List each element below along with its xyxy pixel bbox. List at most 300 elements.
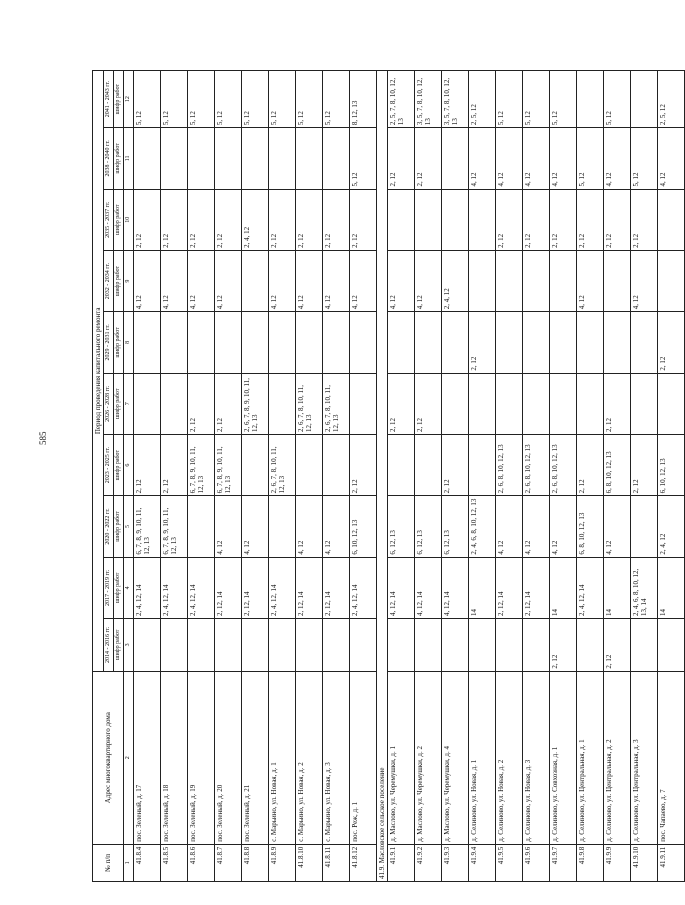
column-number: 11 (123, 128, 133, 189)
work-codes-cell (160, 373, 187, 434)
table-row (549, 71, 576, 882)
work-codes-cell: 4, 12 (268, 250, 295, 311)
row-number: 41.8.7 (214, 844, 241, 881)
work-codes-cell: 4, 12 (549, 128, 576, 189)
work-codes-cell: 4, 12 (414, 250, 441, 311)
work-codes-cell: 6, 7, 8, 9, 10, 11, 12, 13 (187, 434, 214, 495)
work-codes-cell: 5, 12 (160, 71, 187, 128)
work-codes-cell: 14 (603, 557, 630, 618)
work-codes-cell (549, 373, 576, 434)
work-codes-cell (603, 312, 630, 373)
work-codes-cell: 6, 10, 12, 13 (349, 496, 376, 557)
work-codes-cell (214, 128, 241, 189)
work-codes-cell: 3, 5, 7, 8, 10, 12, 13 (441, 71, 468, 128)
work-codes-cell (133, 128, 160, 189)
work-codes-cell (522, 373, 549, 434)
work-codes-cell: 2, 12 (295, 189, 322, 250)
work-codes-cell (576, 71, 603, 128)
work-codes-cell (414, 434, 441, 495)
work-codes-cell: 2, 4, 12 (241, 189, 268, 250)
work-codes-cell (468, 619, 495, 672)
column-number: 8 (123, 312, 133, 373)
work-codes-cell: 2, 12 (630, 189, 657, 250)
row-number: 41.9.10 (630, 844, 657, 881)
cipher-header: шифр работ (113, 71, 123, 128)
row-number: 41.9.11 (657, 844, 684, 881)
work-codes-cell (630, 373, 657, 434)
row-number: 41.9.9 (603, 844, 630, 881)
work-codes-cell (268, 619, 295, 672)
work-codes-cell: 4, 12 (322, 250, 349, 311)
table-row (295, 71, 322, 882)
row-address: с. Марьино, ул. Новая, д. 1 (268, 671, 295, 844)
work-codes-cell: 2, 6, 8, 10, 12, 13 (495, 434, 522, 495)
year-header: 2020 - 2022 гг. (104, 496, 114, 557)
table-row (576, 71, 603, 882)
work-codes-cell (603, 250, 630, 311)
work-codes-cell: 2, 12 (576, 434, 603, 495)
work-codes-cell: 2, 12 (441, 434, 468, 495)
work-codes-cell: 4, 12 (349, 250, 376, 311)
work-codes-cell: 5, 12 (241, 71, 268, 128)
row-number: 41.8.8 (241, 844, 268, 881)
work-codes-cell: 2, 12 (603, 189, 630, 250)
table-body (133, 71, 684, 882)
work-codes-cell: 2, 12 (349, 189, 376, 250)
work-codes-cell (414, 312, 441, 373)
work-codes-cell (576, 619, 603, 672)
work-codes-cell (657, 250, 684, 311)
work-codes-cell (630, 71, 657, 128)
work-codes-cell: 14 (549, 557, 576, 618)
row-address: д. Маслово, ул. Черемушки, д. 1 (387, 671, 414, 844)
cipher-header: шифр работ (113, 189, 123, 250)
work-codes-cell (187, 128, 214, 189)
row-address: пос. Зеленый, д. 19 (187, 671, 214, 844)
column-number: 7 (123, 373, 133, 434)
work-codes-cell: 4, 12 (295, 496, 322, 557)
work-codes-cell: 5, 12 (630, 128, 657, 189)
work-codes-cell (187, 496, 214, 557)
work-codes-cell: 4, 12 (295, 250, 322, 311)
work-codes-cell: 4, 12 (603, 496, 630, 557)
year-header: 2017 - 2019 гг. (104, 557, 114, 618)
work-codes-cell (657, 619, 684, 672)
work-codes-cell: 2, 5, 7, 8, 10, 12, 13 (387, 71, 414, 128)
work-codes-cell (268, 373, 295, 434)
work-codes-cell: 2, 6, 8, 10, 12, 13 (522, 434, 549, 495)
column-number: 10 (123, 189, 133, 250)
work-codes-cell: 2, 12 (576, 189, 603, 250)
work-codes-cell: 2, 4, 12, 14 (576, 557, 603, 618)
work-codes-cell (214, 619, 241, 672)
table-row (522, 71, 549, 882)
work-codes-cell: 2, 12 (214, 373, 241, 434)
work-codes-cell (241, 619, 268, 672)
year-header: 2041 - 2043 гг. (104, 71, 114, 128)
section-row (376, 71, 387, 882)
table-row (603, 71, 630, 882)
table-row (322, 71, 349, 882)
table-row (133, 71, 160, 882)
work-codes-cell (495, 312, 522, 373)
work-codes-cell (133, 373, 160, 434)
work-codes-cell (387, 312, 414, 373)
work-codes-cell: 4, 12 (387, 250, 414, 311)
work-codes-cell: 5, 12 (549, 71, 576, 128)
cipher-header: шифр работ (113, 496, 123, 557)
work-codes-cell: 4, 12, 14 (387, 557, 414, 618)
work-codes-cell: 2, 12 (630, 434, 657, 495)
work-codes-cell (630, 312, 657, 373)
row-address: д. Селиново, ул. Новая, д. 1 (468, 671, 495, 844)
row-number: 41.9.8 (576, 844, 603, 881)
work-codes-cell (322, 619, 349, 672)
work-codes-cell: 14 (468, 557, 495, 618)
work-codes-cell (241, 434, 268, 495)
work-codes-cell: 2, 12 (387, 128, 414, 189)
year-header: 2035 - 2037 гг. (104, 189, 114, 250)
work-codes-cell: 2, 12 (414, 373, 441, 434)
work-codes-cell: 5, 12 (214, 71, 241, 128)
column-number: 9 (123, 250, 133, 311)
work-codes-cell: 2, 12 (160, 434, 187, 495)
work-codes-cell: 2, 12 (522, 189, 549, 250)
work-codes-cell: 2, 4, 12, 14 (160, 557, 187, 618)
work-codes-cell (657, 373, 684, 434)
table-row (387, 71, 414, 882)
work-codes-cell: 2, 12 (187, 189, 214, 250)
work-codes-cell (495, 619, 522, 672)
row-address: пос. Зеленый, д. 18 (160, 671, 187, 844)
work-codes-cell: 5, 12 (576, 128, 603, 189)
work-codes-cell: 2, 12 (387, 373, 414, 434)
row-address: д. Селиново, ул. Новая, д. 3 (522, 671, 549, 844)
work-codes-cell: 2, 12 (349, 434, 376, 495)
work-codes-cell: 2, 4, 12, 14 (349, 557, 376, 618)
work-codes-cell: 6, 10, 12, 13 (657, 434, 684, 495)
column-number: 4 (123, 557, 133, 618)
year-header: 2029 - 2031 гг. (104, 312, 114, 373)
work-codes-cell: 2, 12 (160, 189, 187, 250)
row-address: д. Маслово, ул. Черемушки, д. 4 (441, 671, 468, 844)
work-codes-cell: 6, 7, 8, 9, 10, 11, 12, 13 (133, 496, 160, 557)
work-codes-cell: 2, 6, 7, 8, 10, 11, 12, 13 (295, 373, 322, 434)
row-address: с. Марьино, ул. Новая, д. 2 (295, 671, 322, 844)
work-codes-cell: 4, 12, 14 (414, 557, 441, 618)
work-codes-cell: 2, 4, 12 (657, 496, 684, 557)
work-codes-cell (322, 312, 349, 373)
work-codes-cell: 4, 12 (468, 128, 495, 189)
work-codes-cell: 2, 12 (603, 373, 630, 434)
work-codes-cell: 14 (657, 557, 684, 618)
work-codes-cell: 2, 4, 12 (441, 250, 468, 311)
work-codes-cell: 2, 12 (133, 434, 160, 495)
column-number: 2 (123, 671, 133, 844)
work-codes-cell: 2, 6, 7, 8, 10, 11, 12, 13 (268, 434, 295, 495)
work-codes-cell: 2, 12, 14 (295, 557, 322, 618)
work-codes-cell: 2, 4, 12, 14 (268, 557, 295, 618)
row-address: д. Селиново, ул. Центральная, д. 3 (630, 671, 657, 844)
page-number: 585 (38, 431, 48, 445)
row-number: 41.9.7 (549, 844, 576, 881)
work-codes-cell (576, 373, 603, 434)
work-codes-cell: 5, 12 (322, 71, 349, 128)
work-codes-cell (468, 250, 495, 311)
work-codes-cell (441, 128, 468, 189)
work-codes-cell: 2, 12 (468, 312, 495, 373)
work-codes-cell: 5, 12 (349, 128, 376, 189)
work-codes-cell: 2, 12, 14 (495, 557, 522, 618)
table-header (93, 71, 134, 882)
work-codes-cell: 5, 12 (295, 71, 322, 128)
row-number: 41.9.5 (495, 844, 522, 881)
col-header-address: Адрес многоквартирного дома (93, 671, 124, 844)
work-codes-cell: 4, 12 (241, 496, 268, 557)
work-codes-cell: 6, 7, 8, 9, 10, 11, 12, 13 (160, 496, 187, 557)
row-address: д. Маслово, ул. Черемушки, д. 2 (414, 671, 441, 844)
work-codes-cell (441, 189, 468, 250)
work-codes-cell: 2, 12 (549, 619, 576, 672)
row-number: 41.8.4 (133, 844, 160, 881)
work-codes-cell: 2, 12 (549, 189, 576, 250)
work-codes-cell: 8, 12, 13 (349, 71, 376, 128)
work-codes-cell (214, 312, 241, 373)
work-codes-cell (495, 250, 522, 311)
work-codes-cell (160, 619, 187, 672)
work-codes-cell: 4, 12 (133, 250, 160, 311)
table-row (268, 71, 295, 882)
work-codes-cell: 2, 12, 14 (322, 557, 349, 618)
cipher-header: шифр работ (113, 250, 123, 311)
column-numbers-row (123, 71, 133, 882)
row-number: 41.8.5 (160, 844, 187, 881)
column-number: 1 (123, 844, 133, 881)
work-codes-cell: 2, 4, 6, 8, 10, 12, 13 (468, 496, 495, 557)
work-codes-cell: 4, 12 (160, 250, 187, 311)
work-codes-cell: 4, 12 (214, 250, 241, 311)
work-codes-cell (133, 619, 160, 672)
work-codes-cell (295, 312, 322, 373)
row-address: пос. Зеленый, д. 17 (133, 671, 160, 844)
work-codes-cell (295, 128, 322, 189)
work-codes-cell: 2, 12 (268, 189, 295, 250)
work-codes-cell: 2, 12 (214, 189, 241, 250)
cipher-header: шифр работ (113, 619, 123, 672)
work-codes-cell: 4, 12 (495, 496, 522, 557)
work-codes-cell (322, 434, 349, 495)
cipher-header: шифр работ (113, 434, 123, 495)
work-codes-cell: 2, 12, 14 (241, 557, 268, 618)
work-codes-cell: 2, 6, 7, 8, 9, 10, 11, 12, 13 (241, 373, 268, 434)
work-codes-cell (468, 189, 495, 250)
cipher-header: шифр работ (113, 557, 123, 618)
table-row (349, 71, 376, 882)
row-number: 41.8.10 (295, 844, 322, 881)
work-codes-cell: 2, 4, 12, 14 (187, 557, 214, 618)
work-codes-cell (387, 189, 414, 250)
row-address: д. Селиново, ул. Центральная, д. 2 (603, 671, 630, 844)
work-codes-cell: 4, 12 (187, 250, 214, 311)
work-codes-cell: 2, 12 (414, 128, 441, 189)
year-header: 2026 - 2028 гг. (104, 373, 114, 434)
work-codes-cell (295, 434, 322, 495)
work-codes-cell (441, 312, 468, 373)
work-codes-cell (414, 619, 441, 672)
year-header: 2023 - 2025 гг. (104, 434, 114, 495)
cipher-header: шифр работ (113, 373, 123, 434)
repair-schedule-table (92, 70, 685, 882)
work-codes-cell: 4, 12 (495, 128, 522, 189)
work-codes-cell: 5, 12 (187, 71, 214, 128)
work-codes-cell: 5, 12 (268, 71, 295, 128)
table-row (657, 71, 684, 882)
work-codes-cell (349, 312, 376, 373)
work-codes-cell: 2, 12, 14 (522, 557, 549, 618)
work-codes-cell: 5, 12 (603, 71, 630, 128)
work-codes-cell: 2, 6, 7, 8, 10, 11, 12, 13 (322, 373, 349, 434)
section-title: 41.9. Масловское сельское поселение (376, 71, 387, 882)
work-codes-cell (522, 250, 549, 311)
work-codes-cell (441, 373, 468, 434)
work-codes-cell (349, 373, 376, 434)
year-header: 2032 - 2034 гг. (104, 250, 114, 311)
work-codes-cell: 4, 12 (630, 250, 657, 311)
work-codes-cell: 6, 12, 13 (441, 496, 468, 557)
work-codes-cell: 6, 12, 13 (387, 496, 414, 557)
work-codes-cell (349, 619, 376, 672)
work-codes-cell: 4, 12 (657, 128, 684, 189)
work-codes-cell: 4, 12 (522, 128, 549, 189)
row-address: пос. Чапаево, д. 7 (657, 671, 684, 844)
column-number: 3 (123, 619, 133, 672)
work-codes-cell (241, 128, 268, 189)
work-codes-cell: 2, 12 (657, 312, 684, 373)
table-row (160, 71, 187, 882)
work-codes-cell: 2, 5, 12 (468, 71, 495, 128)
row-address: д. Селиново, ул. Совхозная, д. 1 (549, 671, 576, 844)
work-codes-cell: 2, 4, 12, 14 (133, 557, 160, 618)
work-codes-cell (657, 189, 684, 250)
work-codes-cell (187, 312, 214, 373)
table-row (187, 71, 214, 882)
work-codes-cell (630, 619, 657, 672)
work-codes-cell: 4, 12 (549, 496, 576, 557)
work-codes-cell: 6, 7, 8, 9, 10, 11, 12, 13 (214, 434, 241, 495)
work-codes-cell (241, 312, 268, 373)
row-address: пос. Зеленый, д. 21 (241, 671, 268, 844)
work-codes-cell: 5, 12 (522, 71, 549, 128)
column-number: 5 (123, 496, 133, 557)
work-codes-cell (549, 250, 576, 311)
work-codes-cell (576, 312, 603, 373)
work-codes-cell (387, 619, 414, 672)
work-codes-cell (630, 496, 657, 557)
column-number: 6 (123, 434, 133, 495)
row-number: 41.9.3 (441, 844, 468, 881)
table-row (630, 71, 657, 882)
work-codes-cell (441, 619, 468, 672)
work-codes-cell: 2, 12 (187, 373, 214, 434)
work-codes-cell: 4, 12 (322, 496, 349, 557)
rotated-table-wrapper (92, 70, 667, 882)
work-codes-cell (387, 434, 414, 495)
row-address: д. Селиново, ул. Новая, д. 2 (495, 671, 522, 844)
work-codes-cell: 4, 12 (603, 128, 630, 189)
work-codes-cell (160, 128, 187, 189)
work-codes-cell: 3, 5, 7, 8, 10, 12, 13 (414, 71, 441, 128)
work-codes-cell: 6, 12, 13 (414, 496, 441, 557)
work-codes-cell (322, 128, 349, 189)
work-codes-cell: 2, 12 (603, 619, 630, 672)
work-codes-cell (522, 619, 549, 672)
work-codes-cell (468, 373, 495, 434)
row-address: пос. Реж, д. 1 (349, 671, 376, 844)
work-codes-cell (295, 619, 322, 672)
table-row (495, 71, 522, 882)
work-codes-cell: 4, 12, 14 (441, 557, 468, 618)
work-codes-cell (160, 312, 187, 373)
work-codes-cell (468, 434, 495, 495)
work-codes-cell: 5, 12 (133, 71, 160, 128)
row-number: 41.9.2 (414, 844, 441, 881)
table-row (241, 71, 268, 882)
work-codes-cell: 2, 6, 8, 10, 12, 13 (549, 434, 576, 495)
work-codes-cell (268, 496, 295, 557)
work-codes-cell: 4, 12 (522, 496, 549, 557)
table-row (414, 71, 441, 882)
work-codes-cell: 2, 4, 6, 8, 10, 12, 13, 14 (630, 557, 657, 618)
row-number: 41.8.6 (187, 844, 214, 881)
table-row (214, 71, 241, 882)
work-codes-cell (268, 128, 295, 189)
work-codes-cell: 6, 8, 10, 12, 13 (603, 434, 630, 495)
work-codes-cell: 4, 12 (576, 250, 603, 311)
row-address: пос. Зеленый, д. 20 (214, 671, 241, 844)
work-codes-cell: 4, 12 (214, 496, 241, 557)
col-header-num: № п/п (93, 844, 124, 881)
row-address: с. Марьино, ул. Новая, д. 3 (322, 671, 349, 844)
work-codes-cell (241, 250, 268, 311)
column-number: 12 (123, 71, 133, 128)
cipher-header: шифр работ (113, 312, 123, 373)
table-row (468, 71, 495, 882)
cipher-header: шифр работ (113, 128, 123, 189)
work-codes-cell: 5, 12 (495, 71, 522, 128)
work-codes-cell (187, 619, 214, 672)
work-codes-cell (268, 312, 295, 373)
row-address: д. Селиново, ул. Центральная, д. 1 (576, 671, 603, 844)
table-row (441, 71, 468, 882)
row-number: 41.9.1 (387, 844, 414, 881)
work-codes-cell (414, 189, 441, 250)
work-codes-cell: 2, 12 (133, 189, 160, 250)
work-codes-cell (495, 373, 522, 434)
work-codes-cell: 6, 8, 10, 12, 13 (576, 496, 603, 557)
row-number: 41.8.12 (349, 844, 376, 881)
row-number: 41.9.6 (522, 844, 549, 881)
work-codes-cell: 2, 12 (495, 189, 522, 250)
col-header-period: Период проведения капитального ремонта (93, 71, 104, 672)
row-number: 41.9.4 (468, 844, 495, 881)
work-codes-cell: 2, 12, 14 (214, 557, 241, 618)
row-number: 41.8.9 (268, 844, 295, 881)
work-codes-cell (133, 312, 160, 373)
work-codes-cell: 2, 5, 12 (657, 71, 684, 128)
work-codes-cell (549, 312, 576, 373)
row-number: 41.8.11 (322, 844, 349, 881)
year-header: 2038 - 2040 гг. (104, 128, 114, 189)
